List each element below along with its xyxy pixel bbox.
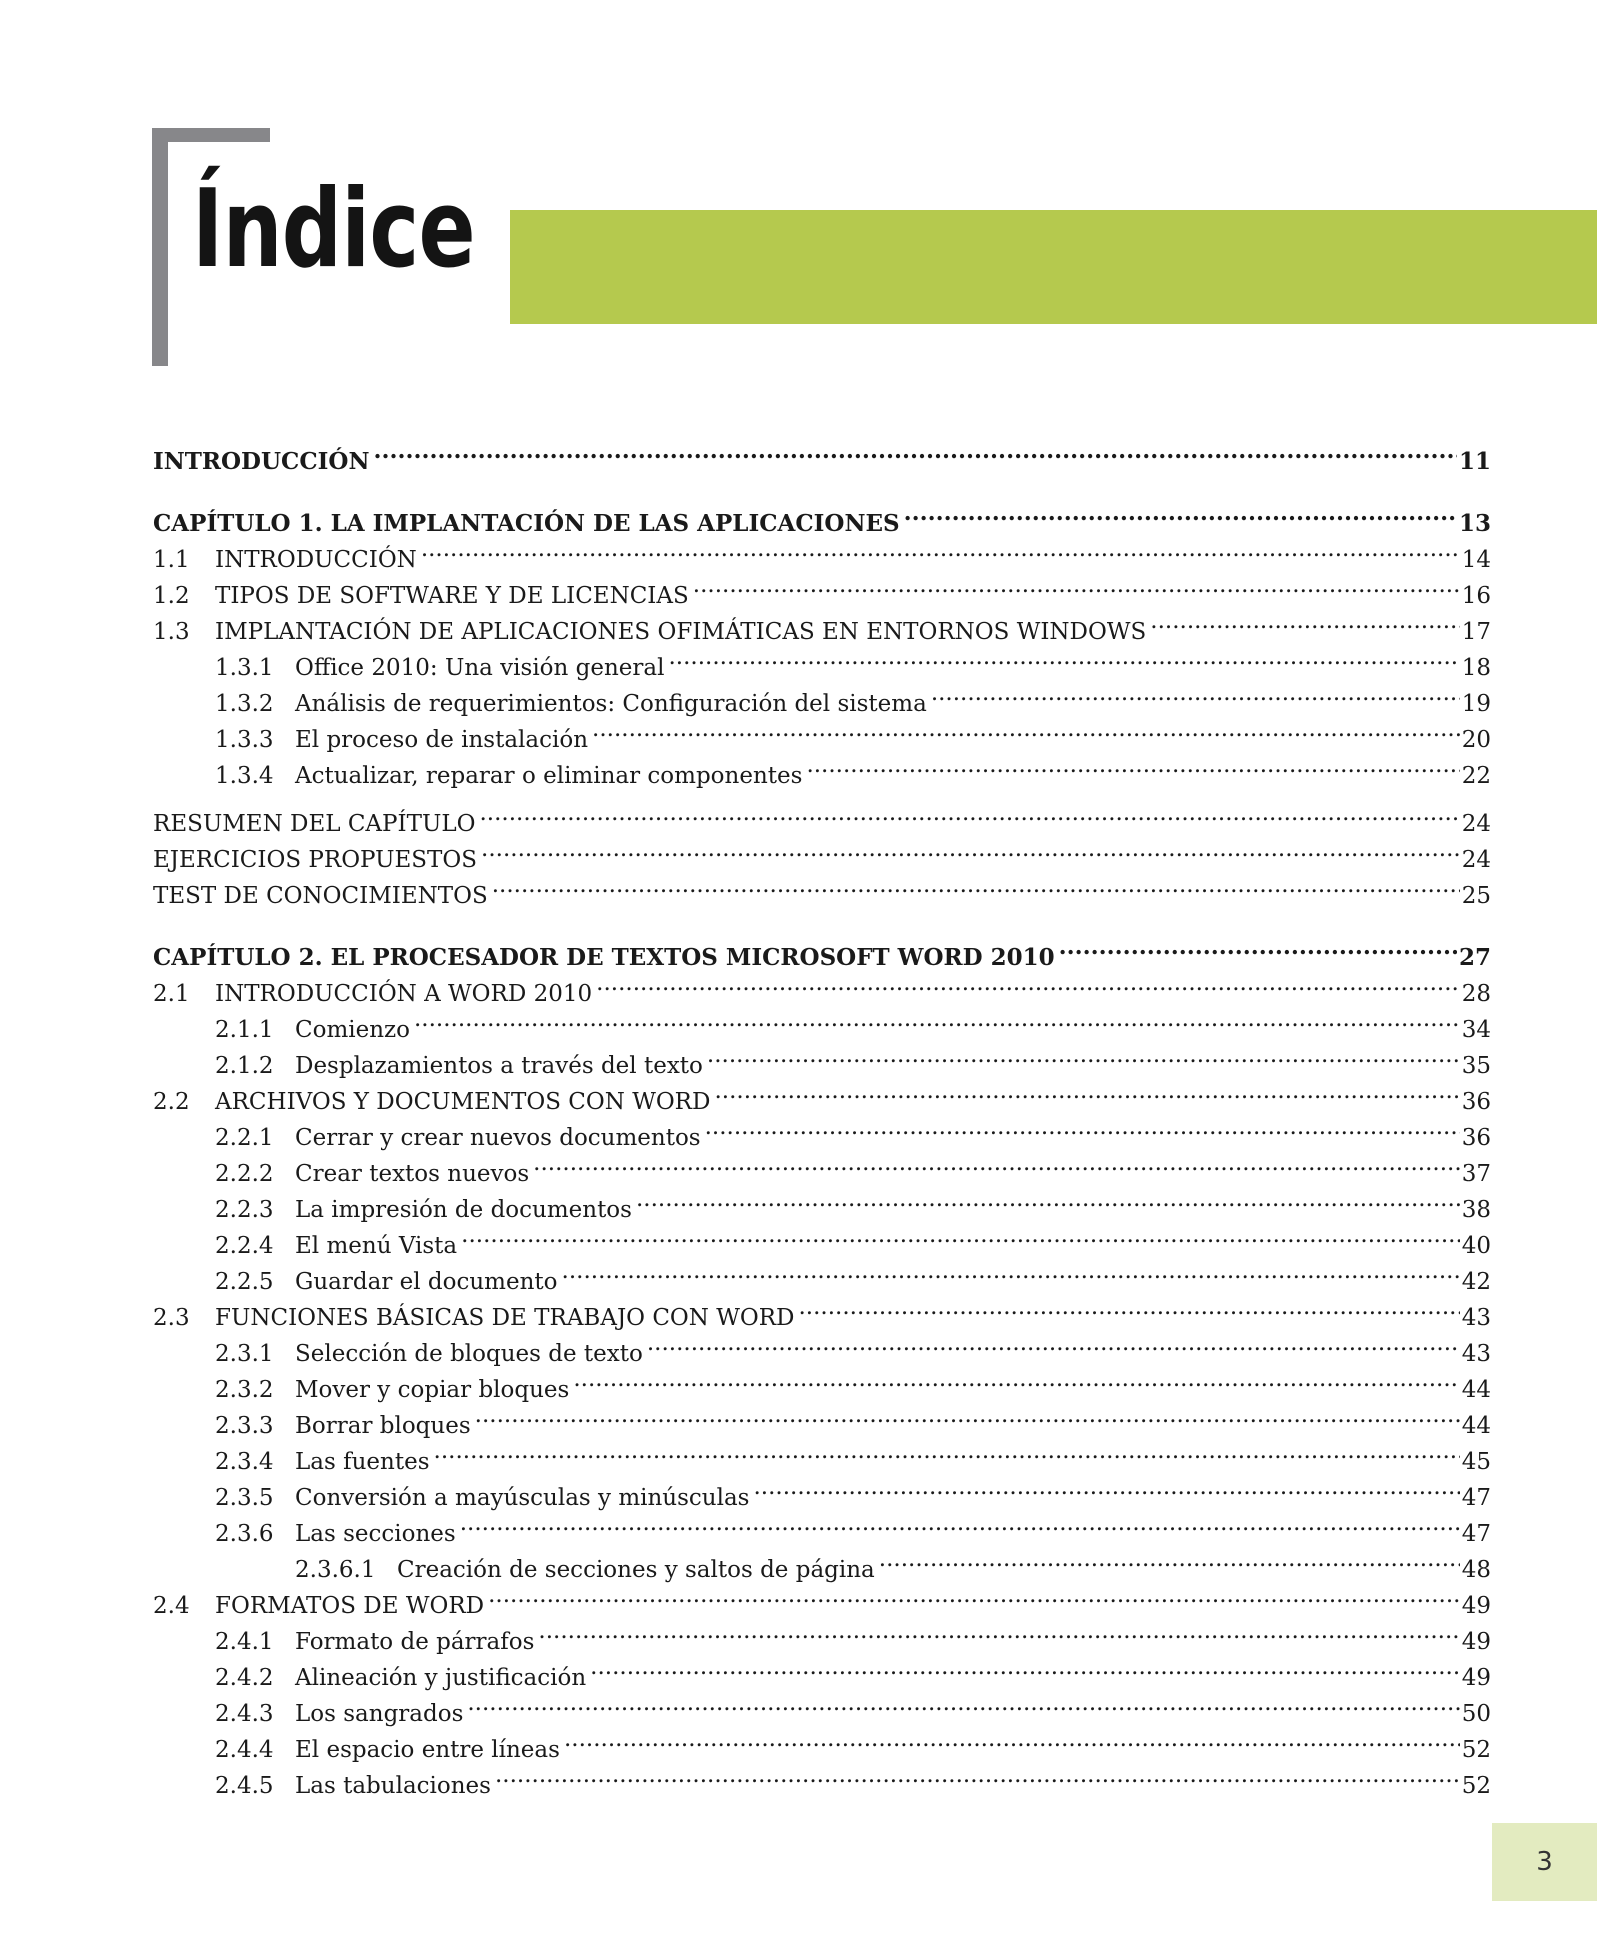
- page-number: 3: [1536, 1847, 1553, 1877]
- toc-entry-page: 37: [1461, 1161, 1491, 1187]
- dot-leader: [460, 1505, 1460, 1541]
- dot-leader: [636, 1181, 1460, 1217]
- toc-entry-label: El proceso de instalación: [295, 727, 589, 753]
- dot-leader: [488, 1577, 1460, 1613]
- toc-entry-number: 2.3.6.1: [295, 1557, 376, 1583]
- dot-leader: [573, 1361, 1459, 1397]
- dot-leader: [754, 1469, 1460, 1505]
- dot-leader: [414, 1001, 1460, 1037]
- toc-entry-number: 2.1: [153, 981, 190, 1007]
- toc-entry-label: ARCHIVOS Y DOCUMENTOS CON WORD: [215, 1089, 711, 1115]
- toc-entry-label: Alineación y justificación: [295, 1665, 587, 1691]
- toc-entry-page: 52: [1461, 1773, 1491, 1799]
- toc-entry-number: 2.2.3: [215, 1197, 274, 1223]
- dot-leader: [533, 1145, 1460, 1181]
- page-number-box: [1492, 1823, 1597, 1901]
- toc-entry-page: 36: [1461, 1125, 1491, 1151]
- toc-entry-number: 1.3: [153, 619, 190, 645]
- dot-leader: [373, 433, 1457, 469]
- toc-entry-label: Las tabulaciones: [295, 1773, 491, 1799]
- dot-leader: [421, 531, 1460, 567]
- toc-entry-page: 49: [1461, 1593, 1491, 1619]
- toc-entry-label: TIPOS DE SOFTWARE Y DE LICENCIAS: [215, 583, 689, 609]
- toc-entry-page: 24: [1461, 811, 1491, 837]
- toc-entry-page: 40: [1461, 1233, 1491, 1259]
- toc-entry-page: 50: [1461, 1701, 1491, 1727]
- toc-entry-number: 2.2.1: [215, 1125, 274, 1151]
- dot-leader: [879, 1541, 1460, 1577]
- page-title: Índice: [192, 167, 475, 292]
- toc-entry-number: 2.4.3: [215, 1701, 274, 1727]
- toc-entry-label: La impresión de documentos: [295, 1197, 632, 1223]
- toc-entry-label: Crear textos nuevos: [295, 1161, 530, 1187]
- dot-leader: [596, 965, 1460, 1001]
- dot-leader: [714, 1073, 1459, 1109]
- toc-entry-number: 2.3.2: [215, 1377, 274, 1403]
- toc-chapter-entry[interactable]: [153, 433, 1491, 475]
- toc-entry-label: Office 2010: Una visión general: [295, 655, 665, 681]
- toc-entry-page: 25: [1461, 883, 1491, 909]
- toc-entry-page: 28: [1461, 981, 1491, 1007]
- toc-entry-label: CAPÍTULO 2. EL PROCESADOR DE TEXTOS MICROSOFT WORD 2010: [153, 944, 1055, 971]
- toc-entry-label: Desplazamientos a través del texto: [295, 1053, 703, 1079]
- dot-leader: [707, 1037, 1460, 1073]
- toc-entry-page: 16: [1461, 583, 1491, 609]
- toc-entry-page: 49: [1461, 1629, 1491, 1655]
- toc-entry-label: FORMATOS DE WORD: [215, 1593, 485, 1619]
- dot-leader: [1059, 929, 1457, 965]
- toc-entry-page: 17: [1461, 619, 1491, 645]
- dot-leader: [461, 1217, 1460, 1253]
- dot-leader: [492, 867, 1460, 903]
- toc-entry-page: 43: [1461, 1341, 1491, 1367]
- toc-entry-label: El menú Vista: [295, 1233, 458, 1259]
- dot-leader: [806, 747, 1459, 783]
- toc-entry-number: 2.3.4: [215, 1449, 274, 1475]
- toc-entry-number: 2.4.2: [215, 1665, 274, 1691]
- toc-entry-page: 48: [1461, 1557, 1491, 1583]
- dot-leader: [668, 639, 1459, 675]
- toc-entry-label: RESUMEN DEL CAPÍTULO: [153, 811, 476, 837]
- toc-entry-page: 22: [1461, 763, 1491, 789]
- toc-entry-label: Conversión a mayúsculas y minúsculas: [295, 1485, 750, 1511]
- toc-entry-page: 34: [1461, 1017, 1491, 1043]
- toc-entry-page: 20: [1461, 727, 1491, 753]
- toc-entry-page: 43: [1461, 1305, 1491, 1331]
- toc-entry-label: Los sangrados: [295, 1701, 464, 1727]
- toc-entry-page: 27: [1458, 944, 1491, 971]
- dot-leader: [562, 1253, 1460, 1289]
- dot-leader: [693, 567, 1460, 603]
- toc-entry-label: INTRODUCCIÓN: [153, 448, 370, 475]
- toc-entry-page: 18: [1461, 655, 1491, 681]
- toc-entry-label: TEST DE CONOCIMIENTOS: [153, 883, 488, 909]
- toc-entry-page: 47: [1461, 1521, 1491, 1547]
- dot-leader: [467, 1685, 1459, 1721]
- toc-entry-number: 2.1.1: [215, 1017, 274, 1043]
- toc-entry-page: 35: [1461, 1053, 1491, 1079]
- toc-entry-page: 11: [1458, 448, 1491, 475]
- toc-entry-label: Las secciones: [295, 1521, 456, 1547]
- toc-entry-number: 1.3.4: [215, 763, 274, 789]
- dot-leader: [564, 1721, 1460, 1757]
- toc-entry-label: Selección de bloques de texto: [295, 1341, 643, 1367]
- toc-entry-label: IMPLANTACIÓN DE APLICACIONES OFIMÁTICAS EN ENTORNOS WINDOWS: [215, 619, 1147, 645]
- toc-chapter-entry[interactable]: [153, 495, 1491, 537]
- toc-entry-label: Comienzo: [295, 1017, 410, 1043]
- dot-leader: [590, 1649, 1460, 1685]
- toc-entry-page: 45: [1461, 1449, 1491, 1475]
- toc-entry-label: CAPÍTULO 1. LA IMPLANTACIÓN DE LAS APLICACIONES: [153, 510, 900, 537]
- toc-entry-number: 2.4.4: [215, 1737, 274, 1763]
- dot-leader: [475, 1397, 1460, 1433]
- toc-entry-label: EJERCICIOS PROPUESTOS: [153, 847, 478, 873]
- toc-entry-number: 1.3.1: [215, 655, 274, 681]
- dot-leader: [904, 495, 1457, 531]
- toc-entry-number: 2.3: [153, 1305, 190, 1331]
- toc-entry-label: Mover y copiar bloques: [295, 1377, 570, 1403]
- toc-entry-number: 1.1: [153, 547, 190, 573]
- dot-leader: [647, 1325, 1460, 1361]
- toc-entry-page: 19: [1461, 691, 1491, 717]
- toc-entry-number: 2.3.6: [215, 1521, 274, 1547]
- toc-entry-label: Las fuentes: [295, 1449, 430, 1475]
- table-of-contents: [153, 433, 1491, 1799]
- toc-entry-label: Guardar el documento: [295, 1269, 558, 1295]
- dot-leader: [481, 831, 1460, 867]
- toc-entry-label: Creación de secciones y saltos de página: [397, 1557, 875, 1583]
- toc-entry-number: 1.3.2: [215, 691, 274, 717]
- dot-leader: [931, 675, 1460, 711]
- toc-entry-number: 2.2: [153, 1089, 190, 1115]
- toc-entry-label: INTRODUCCIÓN A WORD 2010: [215, 981, 593, 1007]
- toc-entry-page: 42: [1461, 1269, 1491, 1295]
- toc-entry-page: 47: [1461, 1485, 1491, 1511]
- dot-leader: [1150, 603, 1459, 639]
- dot-leader: [592, 711, 1460, 747]
- toc-entry-label: Actualizar, reparar o eliminar componentes: [295, 763, 803, 789]
- toc-entry-page: 44: [1461, 1413, 1491, 1439]
- toc-entry-label: Formato de párrafos: [295, 1629, 535, 1655]
- dot-leader: [798, 1289, 1459, 1325]
- toc-chapter-entry[interactable]: [153, 929, 1491, 971]
- toc-entry-label: FUNCIONES BÁSICAS DE TRABAJO CON WORD: [215, 1305, 795, 1331]
- dot-leader: [538, 1613, 1459, 1649]
- toc-entry-number: 2.3.1: [215, 1341, 274, 1367]
- toc-entry-number: 1.2: [153, 583, 190, 609]
- toc-entry-label: INTRODUCCIÓN: [215, 547, 417, 573]
- dot-leader: [434, 1433, 1460, 1469]
- toc-entry-page: 52: [1461, 1737, 1491, 1763]
- dot-leader: [479, 795, 1459, 831]
- toc-entry-number: 2.3.5: [215, 1485, 274, 1511]
- toc-entry-page: 49: [1461, 1665, 1491, 1691]
- toc-entry-label: Borrar bloques: [295, 1413, 471, 1439]
- toc-entry-page: 44: [1461, 1377, 1491, 1403]
- dot-leader: [495, 1757, 1460, 1793]
- toc-entry-page: 38: [1461, 1197, 1491, 1223]
- dot-leader: [705, 1109, 1460, 1145]
- toc-entry-number: 2.4.5: [215, 1773, 274, 1799]
- toc-entry[interactable]: [153, 795, 1491, 837]
- toc-entry-page: 14: [1461, 547, 1491, 573]
- toc-entry-number: 2.2.2: [215, 1161, 274, 1187]
- toc-entry-label: Cerrar y crear nuevos documentos: [295, 1125, 701, 1151]
- toc-entry-number: 2.2.4: [215, 1233, 274, 1259]
- toc-entry-label: Análisis de requerimientos: Configuración del sistema: [295, 691, 927, 717]
- toc-entry-page: 36: [1461, 1089, 1491, 1115]
- toc-entry-number: 2.4.1: [215, 1629, 274, 1655]
- toc-entry-page: 24: [1461, 847, 1491, 873]
- toc-entry-number: 2.4: [153, 1593, 190, 1619]
- toc-entry-number: 2.1.2: [215, 1053, 274, 1079]
- toc-entry-number: 2.2.5: [215, 1269, 274, 1295]
- toc-entry-number: 2.3.3: [215, 1413, 274, 1439]
- toc-entry-page: 13: [1458, 510, 1491, 537]
- title-accent-bar: [510, 210, 1597, 324]
- toc-entry-label: El espacio entre líneas: [295, 1737, 560, 1763]
- toc-entry-number: 1.3.3: [215, 727, 274, 753]
